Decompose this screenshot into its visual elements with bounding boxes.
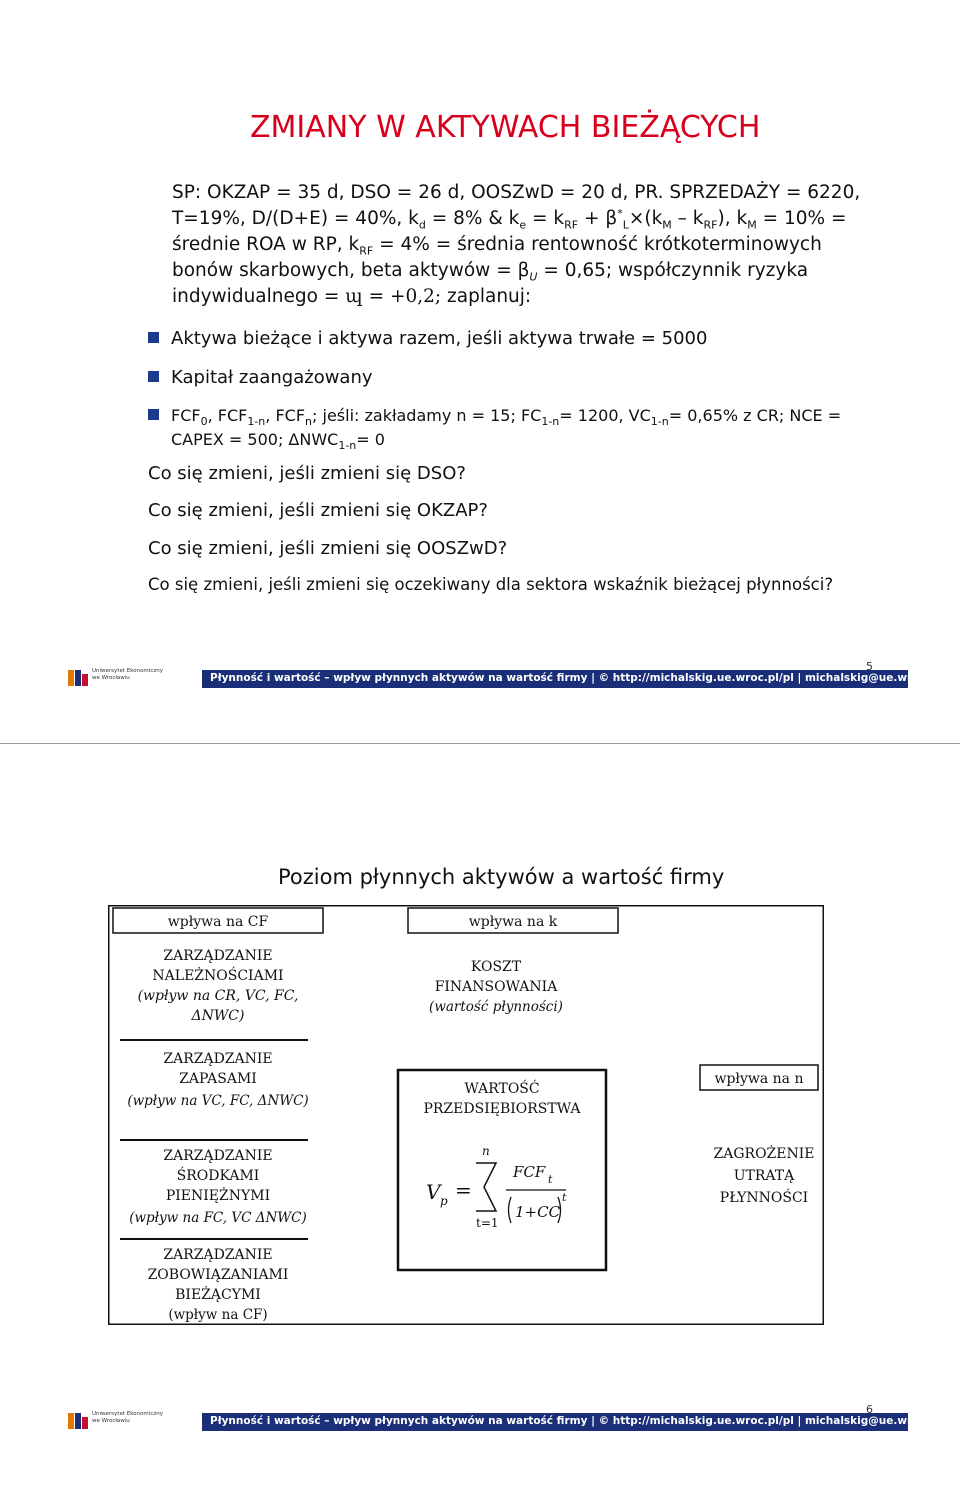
intro-line-2: T=19%, D/(D+E) = 40%, $k_d = 8\%$ & $k_e = k_{RF} + \beta^*_L\times(k_M - k_{RF})$, $k_M = 10\%$ = — [172, 206, 847, 232]
label-k: wpływa na k — [468, 914, 558, 930]
svg-text:t: t — [562, 1191, 567, 1204]
svg-text:KOSZT: KOSZT — [470, 959, 522, 975]
svg-text:ŚRODKAMI: ŚRODKAMI — [176, 1168, 260, 1184]
box-cost-of-financing — [429, 959, 563, 1015]
slide-title: ZMIANY W AKTYWACH BIEŻĄCYCH — [250, 110, 761, 145]
svg-text:NALEŻNOŚCIAMI: NALEŻNOŚCIAMI — [152, 968, 284, 984]
problem-statement — [172, 180, 872, 310]
svg-text:n: n — [482, 1144, 490, 1158]
university-logo: Uniwersytet Ekonomiczny we Wrocławiu — [68, 1411, 188, 1431]
svg-text:=: = — [455, 1178, 472, 1202]
svg-text:(wpływ na CF): (wpływ na CF) — [168, 1307, 268, 1323]
ue-logo-icon — [68, 670, 88, 686]
svg-text:1+CC: 1+CC — [515, 1203, 561, 1221]
svg-text:PRZEDSIĘBIORSTWA: PRZEDSIĘBIORSTWA — [423, 1101, 581, 1117]
svg-text:ΔNWC): ΔNWC) — [191, 1008, 245, 1024]
svg-text:WARTOŚĆ: WARTOŚĆ — [464, 1081, 540, 1097]
svg-text:V: V — [426, 1180, 441, 1204]
svg-text:(wpływ na CR, VC, FC,: (wpływ na CR, VC, FC, — [137, 988, 299, 1004]
footer-bar — [202, 1413, 941, 1431]
svg-text:PŁYNNOŚCI: PŁYNNOŚCI — [719, 1190, 809, 1206]
liquidity-value-diagram — [108, 905, 824, 1325]
sum-sign — [476, 1163, 496, 1211]
bullet-square-icon — [148, 332, 159, 343]
intro-line-1: SP: OKZAP = 35 d, DSO = 26 d, OOSZwD = 20 d, PR. SPRZEDAŻY = 6220, — [172, 182, 861, 203]
ue-logo-icon — [68, 1413, 88, 1429]
svg-text:ZAGROŻENIE: ZAGROŻENIE — [713, 1146, 815, 1162]
svg-text:FINANSOWANIA: FINANSOWANIA — [434, 979, 558, 995]
svg-text:(wpływ na VC, FC, ΔNWC): (wpływ na VC, FC, ΔNWC) — [127, 1093, 309, 1109]
bullet-fcf: $FCF_0$, $FCF_{1-n}$, $FCF_n$; jeśli: zakładamy n = 15; $FC_{1-n}= 1200$, $VC_{1-n}= 0,65\%$ z CR; NCE = CAPEX = 500; $\Delta NWC_{1-n}= 0$ — [148, 404, 878, 452]
bullet-square-icon — [148, 371, 159, 382]
box-liabilities — [148, 1247, 289, 1323]
svg-text:ZAPASAMI: ZAPASAMI — [179, 1071, 257, 1087]
intro-line-4: bonów skarbowych, beta aktywów = $\beta_U = 0,65$; współczynnik ryzyka — [172, 260, 809, 284]
page-number: 5 — [866, 660, 873, 673]
box-enterprise-value — [398, 1070, 606, 1270]
intro-line-5: indywidualnego = ɰ = +0,2; zaplanuj: — [172, 286, 532, 307]
footer — [68, 668, 941, 688]
bullet-capital-employed: Kapitał zaangażowany — [148, 367, 373, 388]
svg-text:FCF: FCF — [513, 1163, 546, 1181]
question-dso: Co się zmieni, jeśli zmieni się DSO? — [148, 463, 466, 484]
label-n: wpływa na n — [714, 1071, 804, 1087]
slide-title: Poziom płynnych aktywów a wartość firmy — [278, 865, 725, 889]
bullet-square-icon — [148, 409, 159, 420]
footer-text: Płynność i wartość – wpływ płynnych aktywów na wartość firmy | © http://michalskig.ue.wroc.pl/pl | michalskig@ue.wroc.pl — [210, 1415, 941, 1427]
svg-text:ZARZĄDZANIE: ZARZĄDZANIE — [163, 1247, 273, 1263]
svg-text:t: t — [548, 1173, 553, 1186]
question-ooszwd: Co się zmieni, jeśli zmieni się OOSZwD? — [148, 538, 508, 559]
bullet-current-assets: Aktywa bieżące i aktywa razem, jeśli aktywa trwałe = 5000 — [148, 328, 707, 349]
svg-text:ZOBOWIĄZANIAMI: ZOBOWIĄZANIAMI — [147, 1267, 289, 1283]
svg-text:ZARZĄDZANIE: ZARZĄDZANIE — [163, 1051, 273, 1067]
box-receivables — [138, 948, 299, 1024]
question-okzap: Co się zmieni, jeśli zmieni się OKZAP? — [148, 500, 488, 521]
svg-text:UTRATĄ: UTRATĄ — [733, 1168, 795, 1184]
label-cf: wpływa na CF — [167, 914, 269, 930]
box-cash — [129, 1148, 307, 1226]
slide-6 — [0, 745, 960, 1489]
box-liquidity-risk — [714, 1144, 815, 1206]
intro-line-3: średnie ROA w RP, $k_{RF} = 4\%$ = średnia rentowność krótkoterminowych — [172, 234, 822, 258]
svg-text:BIEŻĄCYMI: BIEŻĄCYMI — [175, 1287, 261, 1303]
svg-text:p: p — [440, 1194, 448, 1208]
valuation-formula — [426, 1144, 567, 1230]
box-inventory — [127, 1051, 308, 1109]
svg-text:(wpływ na FC, VC ΔNWC): (wpływ na FC, VC ΔNWC) — [129, 1210, 307, 1226]
page-number: 6 — [866, 1403, 873, 1416]
footer — [68, 1411, 941, 1431]
svg-text:(wartość płynności): (wartość płynności) — [429, 999, 563, 1015]
footer-bar — [202, 670, 941, 688]
slide-5 — [0, 0, 960, 744]
question-current-ratio: Co się zmieni, jeśli zmieni się oczekiwany dla sektora wskaźnik bieżącej płynności? — [148, 575, 834, 594]
university-logo: Uniwersytet Ekonomiczny we Wrocławiu — [68, 668, 188, 688]
svg-text:t=1: t=1 — [476, 1216, 499, 1230]
svg-text:ZARZĄDZANIE: ZARZĄDZANIE — [163, 1148, 273, 1164]
svg-text:ZARZĄDZANIE: ZARZĄDZANIE — [163, 948, 273, 964]
page-divider — [0, 743, 960, 744]
footer-text: Płynność i wartość – wpływ płynnych aktywów na wartość firmy | © http://michalskig.ue.wroc.pl/pl | michalskig@ue.wroc.pl — [210, 672, 941, 684]
svg-text:PIENIĘŻNYMI: PIENIĘŻNYMI — [165, 1188, 271, 1204]
